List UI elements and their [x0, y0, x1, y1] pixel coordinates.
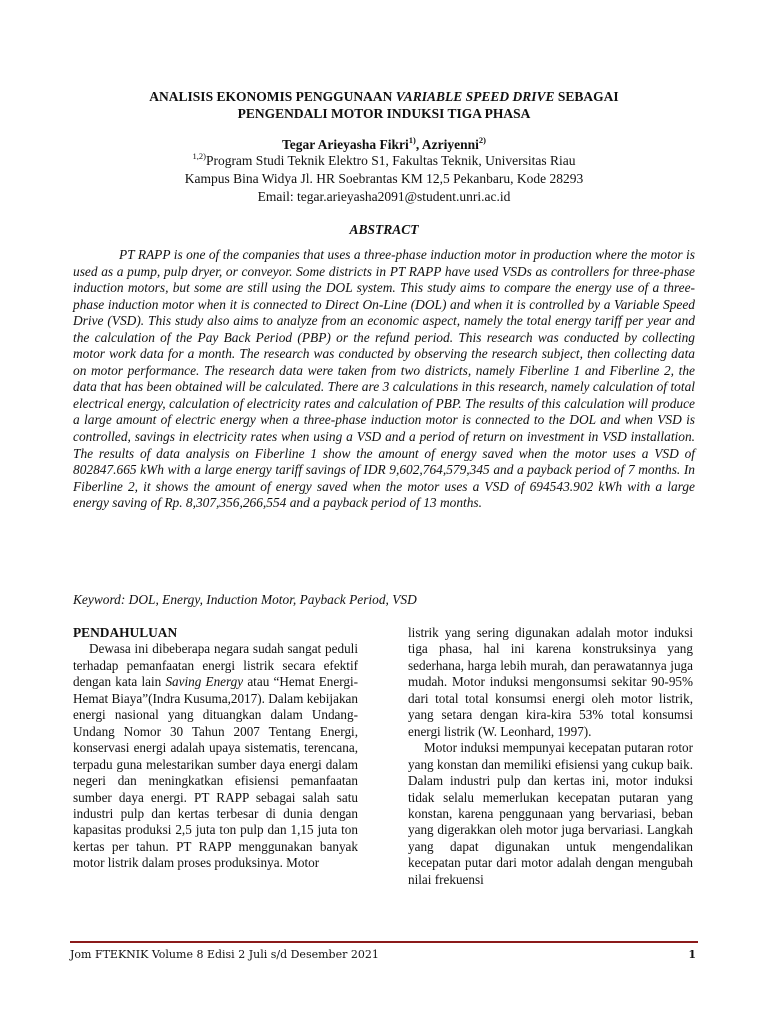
footer-rule [70, 941, 698, 943]
section-heading: PENDAHULUAN [73, 625, 178, 640]
affiliation: $^{1,2)}$Program Studi Teknik Elektro S1, Fakultas Teknik, Universitas Riau Kampus Bina Widya Jl. HR Soebrantas KM 12,5 Pekanbaru, Kode 28293 Email: tegar.arieyasha2091@student.unri.ac.id [70, 152, 698, 206]
author-email: Email: tegar.arieyasha2091@student.unri.ac.id [257, 189, 511, 204]
abstract-heading: ABSTRACT [349, 222, 419, 237]
title-line-1: ANALISIS EKONOMIS PENGGUNAAN VARIABLE SPEED DRIVE SEBAGAI [149, 89, 619, 104]
author-name: Azriyenni [421, 137, 479, 152]
author-name: Tegar Arieyasha Fikri [282, 137, 409, 152]
journal-footer: Jom FTEKNIK Volume 8 Edisi 2 Juli s/d Desember 2021 [70, 948, 379, 961]
page-number: 1 [688, 948, 696, 961]
author-list: Tegar Arieyasha Fikri$^{1)}$, Azriyenni$^{2)}$ [282, 134, 486, 152]
intro-paragraph-continued: listrik yang sering digunakan adalah motor induksi tiga phasa, hal ini karena konstruksinya yang sederhana, harga lebih murah, dan perawatannya juga mudah. Motor induksi mengonsumsi sekitar 90-95% dari total total konsumsi energi oleh motor listrik, yang setara dengan kira-kira 53% total konsumsi energi listrik (W. Leonhard, 1997). [408, 625, 693, 739]
keywords: Keyword: DOL, Energy, Induction Motor, Payback Period, VSD [73, 592, 417, 607]
right-column [408, 625, 693, 888]
left-column [73, 625, 358, 872]
title-line-2: PENGENDALI MOTOR INDUKSI TIGA PHASA [237, 106, 531, 121]
intro-paragraph: Motor induksi mempunyai kecepatan putaran rotor yang konstan dan memiliki efisiensi yang cukup baik. Dalam industri pulp dan kertas ini, motor induksi tidak selalu memerlukan kecepatan putaran yang konstan, karena penggunaan yang bervariasi, beban yang digerakkan oleh motor juga bervariasi. Langkah yang dapat digunakan untuk mengendalikan kecepatan putar dari motor adalah dengan mengubah nilai frekuensi [408, 740, 693, 887]
abstract-body: PT RAPP is one of the companies that uses a three-phase induction motor in production where the motor is used as a pump, pulp dryer, or conveyor. Some districts in PT RAPP have used VSDs as controllers for three-phase induction motors, but some are still using the DOL system. This study aims to compare the energy use of a three-phase induction motor when it is connected to Direct On-Line (DOL) and when it is controlled by a Variable Speed Drive (VSD). This study also aims to analyze from an economic aspect, namely the total energy tariff per year and the calculation of the Pay Back Period (PBP) or the refund period. This research was conducted by collecting motor work data for a month. The research was conducted by observing the research subject, then collecting data on motor performance. The research data were taken from two districts, namely Fiberline 1 and Fiberline 2, the data that has been obtained will be calculated. There are 3 calculations in this research, namely calculation of total electrical energy, calculation of electricity rates and calculation of PBP. The results of this calculation will produce a large amount of electric energy when a three-phase induction motor is connected to the DOL and when VSD is controlled, savings in electricity rates when using a VSD and a period of return on investment in VSD installation. The results of data analysis on Fiberline 1 show the amount of energy saved when the motor uses a VSD of 802847.665 kWh with a large energy tariff savings of IDR 9,602,764,579,345 and a payback period of 7 months. In Fiberline 2, it shows the amount of energy saved when the motor uses a VSD of 694543.902 kWh with a large energy saving of Rp. 8,307,356,266,554 and a payback period of 13 months. [73, 247, 695, 511]
intro-paragraph: Dewasa ini dibeberapa negara sudah sangat peduli terhadap pemanfaatan energi listrik secara efektif dengan kata lain Saving Energy atau “Hemat Energi-Hemat Biaya”(Indra Kusuma,2017). Dalam kebijakan energi nasional yang dituangkan dalam Undang-Undang Nomor 30 Tahun 2007 Tentang Energi, konservasi energi adalah upaya sistematis, terencana, terpadu guna melestarikan sumber daya energi dalam negeri dan meningkatkan efisiensi pemanfaatan sumber daya energi. PT RAPP sebagai salah satu industri pulp dan kertas terbesar di dunia dengan kapasitas produksi 2,5 juta ton pulp dan 1,15 juta ton kertas per tahun. PT RAPP menggunakan banyak motor listrik dalam proses produksinya. Motor [73, 641, 359, 871]
paper-title [70, 88, 698, 122]
